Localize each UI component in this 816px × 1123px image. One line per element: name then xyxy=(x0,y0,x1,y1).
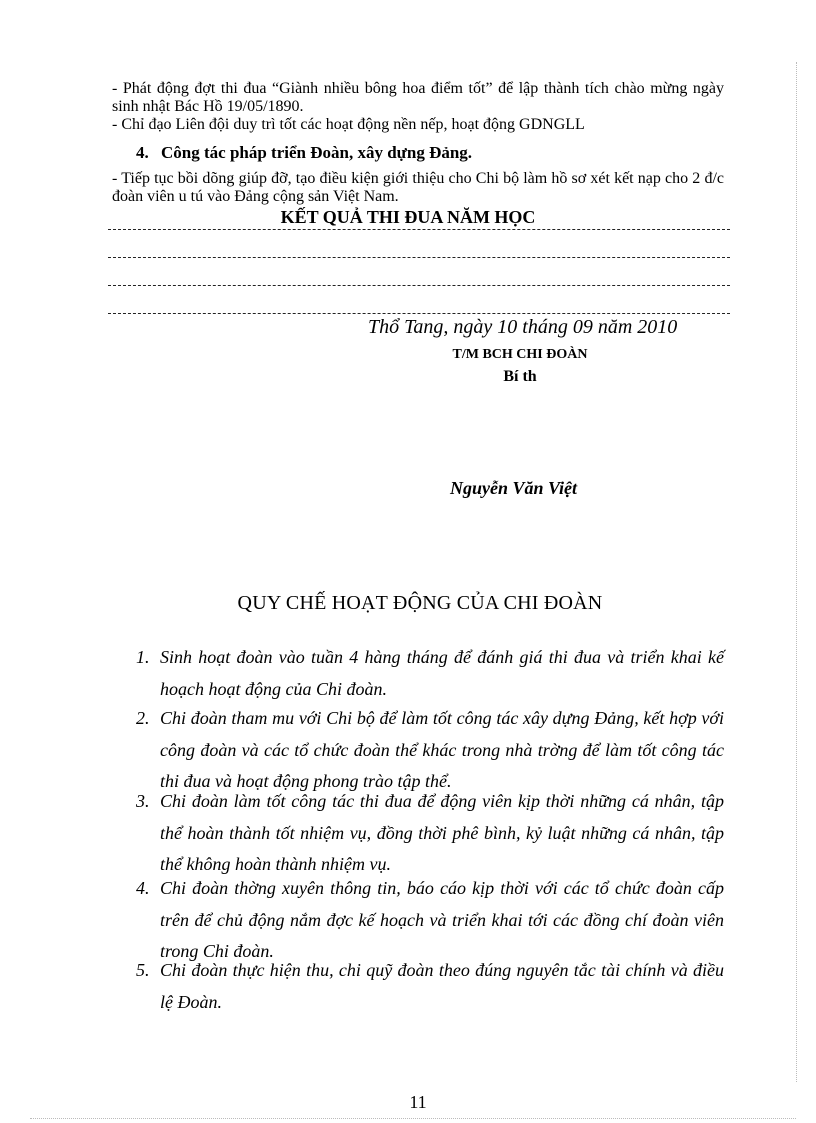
dashed-line-3 xyxy=(108,285,730,286)
section-4-number: 4. xyxy=(136,143,149,162)
page-border-bottom xyxy=(30,1118,796,1120)
place-date: Thổ Tang, ngày 10 tháng 09 năm 2010 xyxy=(368,316,678,338)
rule-number: 3. xyxy=(136,791,150,811)
rule-item xyxy=(136,873,724,968)
signer-org: T/M BCH CHI ĐOÀN xyxy=(452,347,588,362)
page-number: 11 xyxy=(409,1092,427,1112)
rule-item xyxy=(136,642,724,705)
rules-title: QUY CHẾ HOẠT ĐỘNG CỦA CHI ĐOÀN xyxy=(237,592,603,614)
signer-role: Bí th xyxy=(503,368,537,385)
rule-item xyxy=(136,955,724,1018)
signer-name: Nguyễn Văn Việt xyxy=(450,478,578,498)
section-4-heading xyxy=(136,143,472,163)
results-title: KẾT QUẢ THI ĐUA NĂM HỌC xyxy=(280,207,536,227)
rule-number: 2. xyxy=(136,708,150,728)
dashed-line-2 xyxy=(108,257,730,258)
dashed-line-4 xyxy=(108,313,730,314)
dashed-line-1 xyxy=(108,229,730,230)
section-4-text: - Tiếp tục bồi dõng giúp đỡ, tạo điều kiện giới thiệu cho Chi bộ làm hồ sơ xét kết nạp cho 2 đ/c đoàn viên u tú vào Đảng cộng sản Việt Nam. xyxy=(112,170,724,205)
section-4-title: Công tác pháp triển Đoàn, xây dựng Đảng. xyxy=(161,143,473,162)
rule-text: Chi đoàn tham mu với Chi bộ để làm tốt công tác xây dựng Đảng, kết hợp với công đoàn và các tổ chức đoàn thể khác trong nhà trờng để làm tốt công tác thi đua và hoạt động phong trào tập thể. xyxy=(160,708,724,791)
rule-item xyxy=(136,786,724,881)
activity-line-1: - Phát động đợt thi đua “Giành nhiều bông hoa điểm tốt” để lập thành tích chào mừng ngày sinh nhật Bác Hồ 19/05/1890. xyxy=(112,80,724,115)
rule-number: 4. xyxy=(136,878,150,898)
rule-text: Chi đoàn thờng xuyên thông tin, báo cáo kịp thời với các tổ chức đoàn cấp trên để chủ động nắm đợc kế hoạch và triển khai tới các đồng chí đoàn viên trong Chi đoàn. xyxy=(160,878,724,961)
rule-number: 5. xyxy=(136,960,150,980)
rule-text: Sinh hoạt đoàn vào tuần 4 hàng tháng để đánh giá thi đua và triển khai kế hoạch hoạt động của Chi đoàn. xyxy=(160,647,724,699)
rule-text: Chi đoàn làm tốt công tác thi đua để động viên kịp thời những cá nhân, tập thể hoàn thành tốt nhiệm vụ, đồng thời phê bình, kỷ luật những cá nhân, tập thể không hoàn thành nhiệm vụ. xyxy=(160,791,724,874)
rule-text: Chi đoàn thực hiện thu, chi quỹ đoàn theo đúng nguyên tắc tài chính và điều lệ Đoàn. xyxy=(160,960,724,1012)
activity-line-2: - Chỉ đạo Liên đội duy trì tốt các hoạt động nền nếp, hoạt động GDNGLL xyxy=(112,116,585,133)
rule-item xyxy=(136,703,724,798)
rule-number: 1. xyxy=(136,647,150,667)
